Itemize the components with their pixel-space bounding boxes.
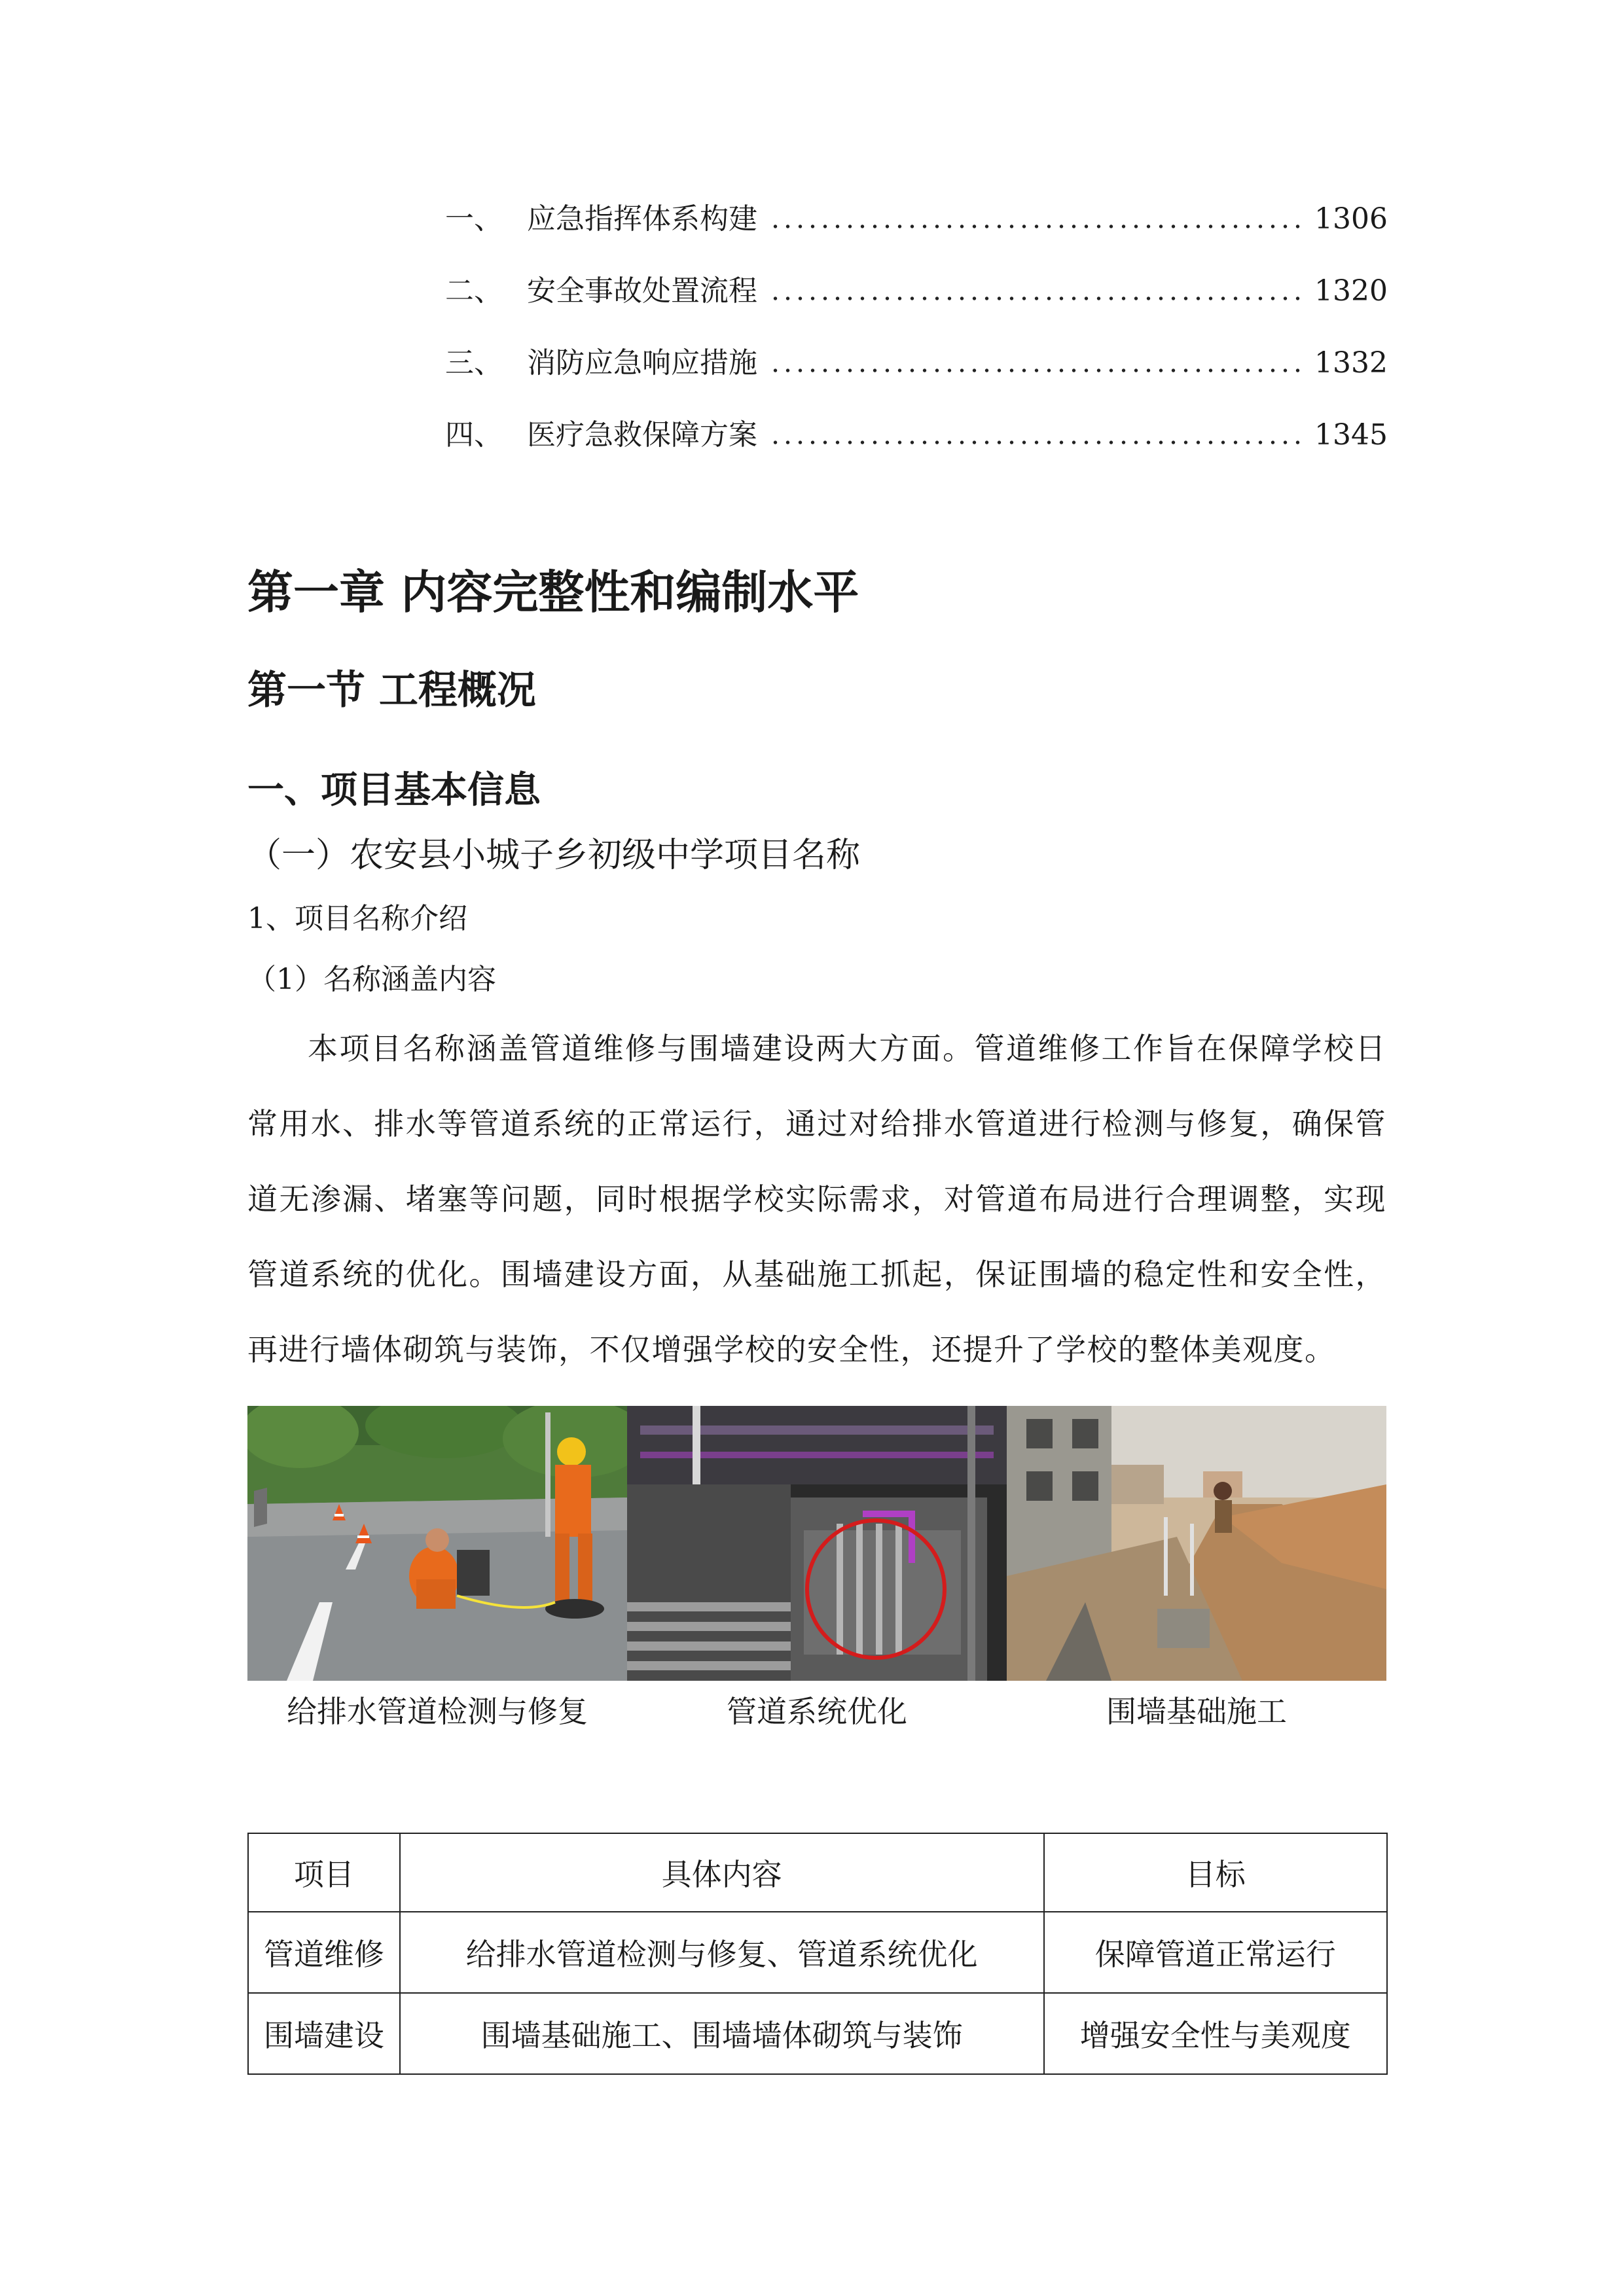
pipe-system-render xyxy=(627,1406,1007,1681)
wall-foundation-photo xyxy=(1007,1406,1386,1681)
table-cell: 围墙基础施工、围墙墙体砌筑与装饰 xyxy=(400,1993,1044,2074)
table-row xyxy=(248,1912,1387,1993)
toc-entry-number: 一、 xyxy=(445,202,503,236)
subsection-title: 一、项目基本信息 xyxy=(247,769,541,812)
table-header-row xyxy=(248,1833,1387,1912)
table-row xyxy=(248,1993,1387,2074)
table-header-cell: 项目 xyxy=(248,1833,400,1912)
toc-entry-page: 1306 xyxy=(1314,202,1388,236)
chapter-title: 第一章 内容完整性和编制水平 xyxy=(247,565,859,619)
pipe-inspection-photo xyxy=(247,1406,627,1681)
toc-entry-number: 三、 xyxy=(445,346,503,380)
toc-leader-dots xyxy=(769,439,1303,446)
toc-entry-title: 医疗急救保障方案 xyxy=(527,418,757,452)
photo-strip xyxy=(247,1406,1386,1681)
toc-entry-page: 1345 xyxy=(1314,418,1388,452)
toc-leader-dots xyxy=(769,223,1303,230)
toc-entry-page: 1332 xyxy=(1314,346,1388,380)
toc-leader-dots xyxy=(769,295,1303,302)
toc-entry[interactable] xyxy=(445,196,1388,242)
toc-entry-title: 应急指挥体系构建 xyxy=(527,202,757,236)
project-name-heading: （一）农安县小城子乡初级中学项目名称 xyxy=(247,836,861,875)
photo-caption: 管道系统优化 xyxy=(727,1694,907,1729)
sub-item-heading: （1）名称涵盖内容 xyxy=(247,963,496,996)
table-header-cell: 目标 xyxy=(1044,1833,1387,1912)
toc-entry-number: 四、 xyxy=(445,418,503,452)
table-cell: 管道维修 xyxy=(248,1912,400,1993)
table-cell: 保障管道正常运行 xyxy=(1044,1912,1387,1993)
toc-leader-dots xyxy=(769,367,1303,374)
section-title: 第一节 工程概况 xyxy=(247,668,536,713)
table-header-cell: 具体内容 xyxy=(400,1833,1044,1912)
table-cell: 围墙建设 xyxy=(248,1993,400,2074)
toc-entry[interactable] xyxy=(445,268,1388,314)
body-paragraph: 本项目名称涵盖管道维修与围墙建设两大方面。管道维修工作旨在保障学校日常用水、排水等管道系统的正常运行，通过对给排水管道进行检测与修复，确保管道无渗漏、堵塞等问题，同时根据学校实际需求，对管道布局进行合理调整，实现管道系统的优化。围墙建设方面，从基础施工抓起，保证围墙的稳定性和安全性，再进行墙体砌筑与装饰，不仅增强学校的安全性，还提升了学校的整体美观度。 xyxy=(247,1031,1386,1367)
photo-caption: 给排水管道检测与修复 xyxy=(287,1694,588,1729)
toc-entry-title: 消防应急响应措施 xyxy=(527,346,757,380)
item-heading: 1、项目名称介绍 xyxy=(247,902,467,935)
project-summary-table xyxy=(247,1833,1388,2075)
toc-entry-page: 1320 xyxy=(1314,274,1388,308)
photo-caption: 围墙基础施工 xyxy=(1106,1694,1287,1729)
toc-entry-title: 安全事故处置流程 xyxy=(527,274,757,308)
table-cell: 给排水管道检测与修复、管道系统优化 xyxy=(400,1912,1044,1993)
toc-entry[interactable] xyxy=(445,340,1388,386)
toc-entry[interactable] xyxy=(445,412,1388,458)
toc-entry-number: 二、 xyxy=(445,274,503,308)
table-cell: 增强安全性与美观度 xyxy=(1044,1993,1387,2074)
